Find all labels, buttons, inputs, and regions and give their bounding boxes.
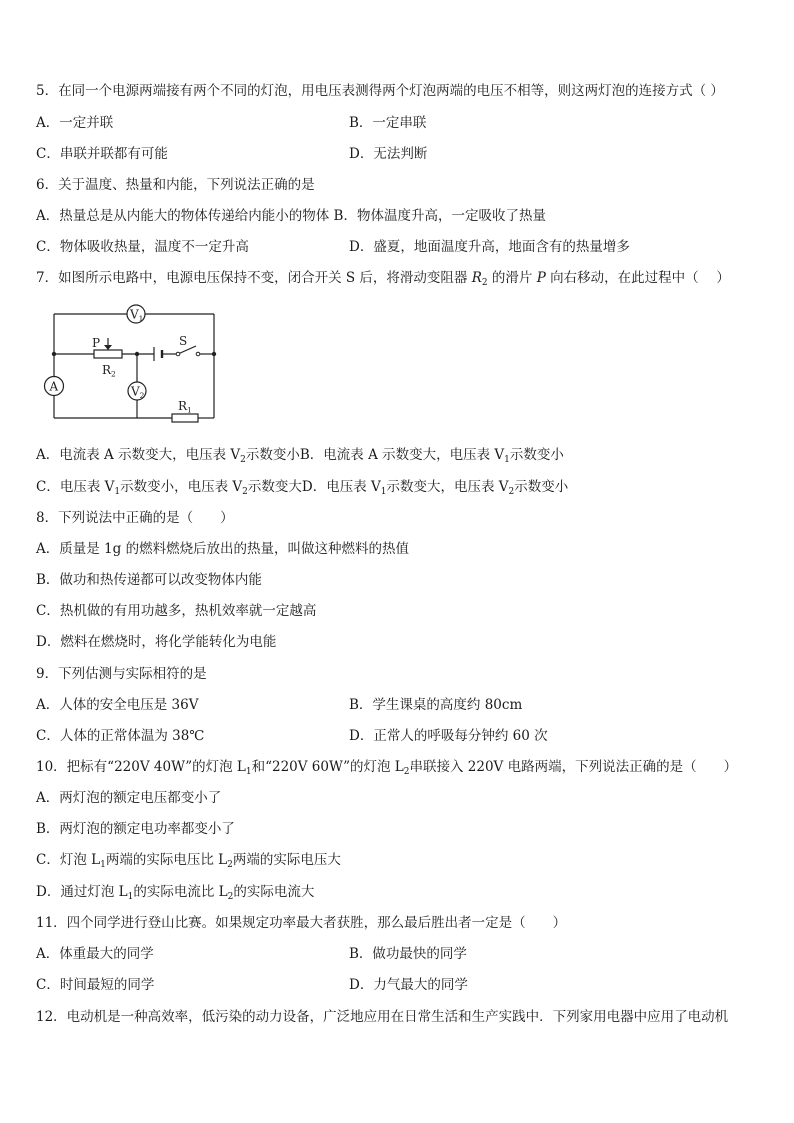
q10-option-b: B．两灯泡的额定电功率都变小了: [36, 821, 235, 837]
q5-stem: 5．在同一个电源两端接有两个不同的灯泡，用电压表测得两个灯泡两端的电压不相等，则这两灯泡的连接方式（ ）: [36, 83, 724, 99]
q10-option-d: D．通过灯泡 $L_1$的实际电流比 $L_2$的实际电流大: [36, 884, 315, 902]
ammeter-label: A: [49, 379, 59, 394]
q8-option-a: A．质量是 1g 的燃料燃烧后放出的热量，叫做这种燃料的热值: [36, 541, 410, 557]
q11-option-b: B．做功最快的同学: [349, 946, 467, 962]
q9-options-ab: [36, 695, 523, 715]
q7-option-b: B．电流表 A 示数变大，电压表 $V_1$示数变小: [299, 447, 564, 465]
q7-option-d: D．电压表 $V_1$示数变大，电压表 $V_2$示数变小: [301, 479, 569, 497]
q7-option-c: C．电压表 $V_1$示数变小，电压表 $V_2$示数变大: [36, 479, 302, 497]
circuit-diagram: [36, 302, 222, 428]
q9-stem: 9．下列估测与实际相符的是: [36, 666, 207, 682]
q7-options-ab: [36, 445, 564, 465]
q7-options-cd: [36, 477, 568, 497]
q5-option-d: D．无法判断: [349, 146, 428, 162]
slider-p-label: P: [92, 336, 101, 350]
q6-option-c: C．物体吸收热量，温度不一定升高: [36, 239, 249, 255]
q9-options-cd: [36, 726, 548, 746]
q5-options-ab: [36, 113, 427, 133]
switch-contact-right: [196, 352, 200, 356]
q9-option-b: B．学生课桌的高度约 80cm: [349, 697, 523, 713]
q6-stem: 6．关于温度、热量和内能，下列说法正确的是: [36, 177, 315, 193]
q8-stem: 8．下列说法中正确的是（ ）: [36, 510, 234, 526]
switch-s-label: S: [179, 334, 188, 348]
q8-option-d: D．燃料在燃烧时，将化学能转化为电能: [36, 634, 277, 650]
q11-option-c: C．时间最短的同学: [36, 977, 155, 993]
junction-dot: [52, 352, 56, 356]
q11-options-cd: [36, 975, 468, 995]
q11-options-ab: [36, 944, 467, 964]
q5-option-b: B．一定串联: [349, 115, 427, 131]
q11-stem: 11．四个同学进行登山比赛。如果规定功率最大者获胜，那么最后胜出者一定是（ ）: [36, 915, 567, 931]
q5-options-cd: [36, 144, 428, 164]
junction-dot: [212, 352, 216, 356]
q7-option-a: A．电流表 A 示数变大，电压表 $V_2$示数变小: [36, 447, 300, 465]
junction-dot: [135, 352, 139, 356]
q5-option-c: C．串联并联都有可能: [36, 146, 168, 162]
r1-label: $R_1$: [178, 399, 192, 415]
q6-options-cd: [36, 237, 630, 257]
q8-option-c: C．热机做的有用功越多，热机效率就一定越高: [36, 603, 317, 619]
q9-option-c: C．人体的正常体温为 38℃: [36, 728, 205, 744]
q11-option-d: D．力气最大的同学: [349, 977, 468, 993]
q10-stem: 10．把标有“220V 40W”的灯泡 $L_1$和“220V 60W”的灯泡 $L_2$串联接入 220V 电路两端，下列说法正确的是（ ）: [36, 759, 738, 777]
q9-option-d: D．正常人的呼吸每分钟约 60 次: [349, 728, 548, 744]
q7-stem: 7．如图所示电路中，电源电压保持不变，闭合开关 S 后，将滑动变阻器 $R_2$ 的滑片 P 向右移动，在此过程中（ ）: [36, 270, 730, 288]
q11-option-a: A．体重最大的同学: [36, 946, 154, 962]
r2-label: $R_2$: [102, 363, 116, 379]
q6-option-d: D．盛夏，地面温度升高，地面含有的热量增多: [349, 239, 630, 255]
q5-option-a: A．一定并联: [36, 115, 114, 131]
resistor-r1: [172, 414, 198, 422]
q10-option-a: A．两灯泡的额定电压都变小了: [36, 790, 222, 806]
q6-options-ab: A．热量总是从内能大的物体传递给内能小的物体 B．物体温度升高，一定吸收了热量: [36, 208, 546, 224]
q9-option-a: A．人体的安全电压是 36V: [36, 697, 199, 713]
q12-stem: 12．电动机是一种高效率，低污染的动力设备，广泛地应用在日常生活和生产实践中．下列家用电器中应用了电动机: [36, 1009, 729, 1025]
switch-contact-left: [176, 352, 180, 356]
q10-option-c: C．灯泡 $L_1$两端的实际电压比 $L_2$两端的实际电压大: [36, 852, 341, 870]
resistor-r2: [94, 350, 122, 358]
q8-option-b: B．做功和热传递都可以改变物体内能: [36, 572, 262, 588]
v2-label: $V_2$: [131, 384, 145, 400]
v1-label: $V_1$: [130, 307, 144, 323]
slider-arrowhead: [104, 345, 112, 350]
